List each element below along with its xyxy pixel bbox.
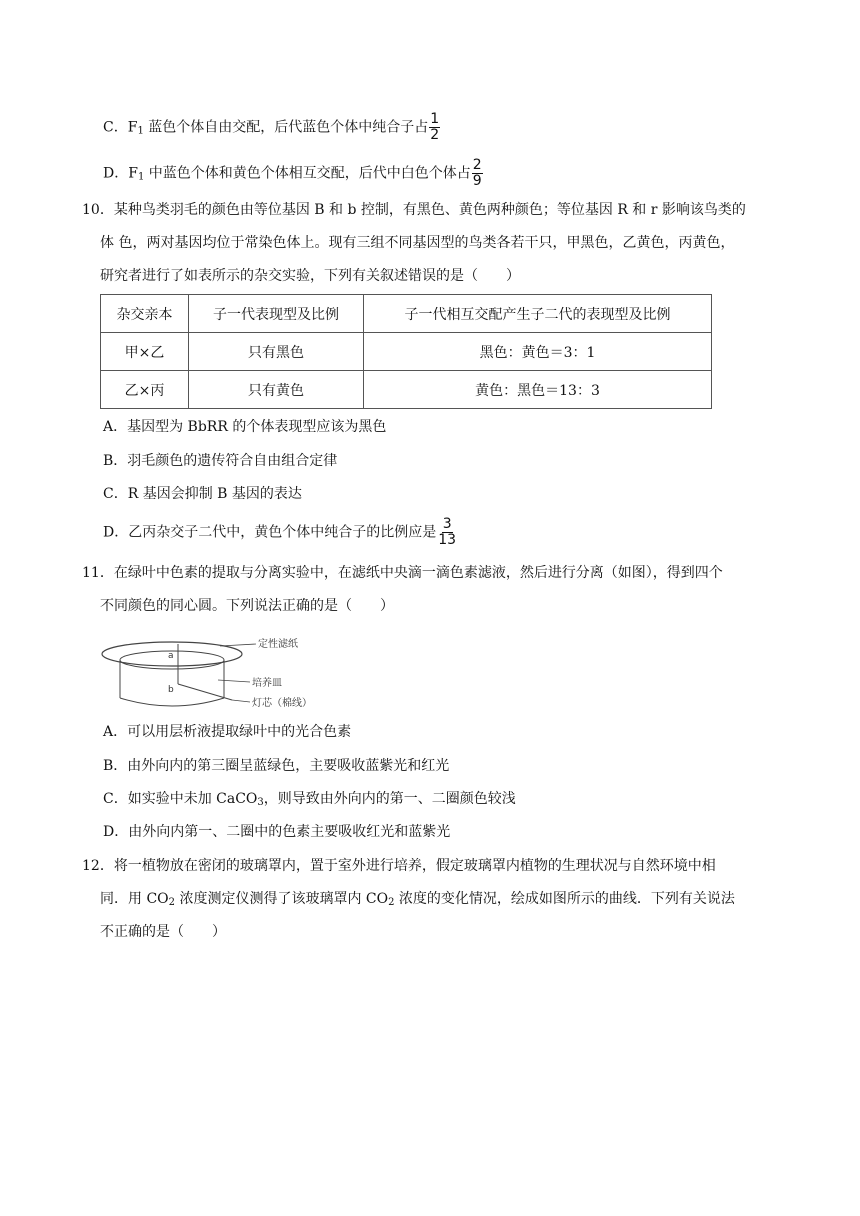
label-petri-dish: 培养皿 xyxy=(252,678,282,689)
table-header-cell: 杂交亲本 xyxy=(101,295,189,333)
option-text: D．乙丙杂交子二代中，黄色个体中纯合子的比例应是 xyxy=(103,524,437,541)
table-header-cell: 子一代相互交配产生子二代的表现型及比例 xyxy=(364,295,712,333)
stem-text: 浓度测定仪测得了该玻璃罩内 CO xyxy=(175,891,389,907)
label-filter-paper: 定性滤纸 xyxy=(258,639,298,650)
table-cell: 只有黄色 xyxy=(189,371,364,409)
label-b: b xyxy=(168,685,174,695)
table-row xyxy=(101,371,712,409)
option-label: C． xyxy=(103,119,128,136)
table-cell: 甲×乙 xyxy=(101,333,189,371)
table-header-row xyxy=(101,295,712,333)
fraction-numerator: 2 xyxy=(472,157,482,173)
q9-option-c xyxy=(103,112,440,143)
option-text: C．如实验中未加 CaCO xyxy=(103,791,258,807)
option-text: ，则导致由外向内的第一、二圈颜色较浅 xyxy=(263,791,516,807)
stem-text: 浓度的变化情况，绘成如图所示的曲线．下列有关说法 xyxy=(394,891,735,907)
option-text: 中蓝色个体和黄色个体相互交配，后代中白色个体占 xyxy=(144,165,471,182)
option-text: 蓝色个体自由交配，后代蓝色个体中纯合子占 xyxy=(143,119,429,136)
stem-text: 同．用 CO xyxy=(100,891,169,907)
fraction xyxy=(472,158,483,189)
option-text: F xyxy=(128,165,138,182)
q10-option-a: A．基因型为 BbRR 的个体表现型应该为黑色 xyxy=(103,419,387,435)
q12-stem-line-1: 12．将一植物放在密闭的玻璃罩内，置于室外进行培养，假定玻璃罩内植物的生理状况与自然环境中相 xyxy=(82,858,716,874)
cross-experiment-table xyxy=(100,294,712,409)
q10-stem-line-3: 研究者进行了如表所示的杂交实验，下列有关叙述错误的是（ ） xyxy=(100,268,520,284)
subscript: 2 xyxy=(168,897,176,908)
fraction-denominator: 9 xyxy=(472,173,482,189)
fraction xyxy=(437,517,457,548)
q12-stem-line-3: 不正确的是（ ） xyxy=(100,924,226,940)
fraction-denominator: 13 xyxy=(438,532,457,548)
subscript: 2 xyxy=(388,897,395,908)
label-wick: 灯芯（棉线） xyxy=(252,698,312,709)
q11-option-b: B．由外向内的第三圈呈蓝绿色，主要吸收蓝紫光和红光 xyxy=(103,758,450,774)
table-cell: 黄色：黑色＝13：3 xyxy=(364,371,712,409)
subscript: 3 xyxy=(257,797,264,808)
q9-option-d xyxy=(103,158,483,189)
q12-stem-line-2 xyxy=(100,889,735,909)
table-row xyxy=(101,333,712,371)
q10-stem-line-1: 10．某种鸟类羽毛的颜色由等位基因 B 和 b 控制，有黑色、黄色两种颜色；等位基因 R 和 r 影响该鸟类的 xyxy=(82,202,746,218)
table-cell: 乙×丙 xyxy=(101,371,189,409)
table-cell: 只有黑色 xyxy=(189,333,364,371)
fraction xyxy=(429,112,440,143)
subscript: 1 xyxy=(137,125,144,137)
fraction-numerator: 1 xyxy=(430,111,440,127)
fraction-denominator: 2 xyxy=(430,127,440,143)
q10-stem-line-2: 体 色，两对基因均位于常染色体上。现有三组不同基因型的鸟类各若干只，甲黑色，乙黄色，丙黄色， xyxy=(100,235,735,251)
q11-stem-line-2: 不同颜色的同心圆。下列说法正确的是（ ） xyxy=(100,598,394,614)
chromatography-figure xyxy=(100,634,340,718)
chromatography-apparatus-diagram xyxy=(100,634,340,718)
table-cell: 黑色：黄色＝3：1 xyxy=(364,333,712,371)
q10-option-d xyxy=(103,517,457,548)
q11-stem-line-1: 11．在绿叶中色素的提取与分离实验中，在滤纸中央滴一滴色素滤液，然后进行分离（如图），得到四个 xyxy=(82,565,723,581)
q10-option-b: B．羽毛颜色的遗传符合自由组合定律 xyxy=(103,453,338,469)
option-text: F xyxy=(127,119,138,136)
label-a: a xyxy=(168,651,174,661)
q11-option-d: D．由外向内第一、二圈中的色素主要吸收红光和蓝紫光 xyxy=(103,824,451,840)
q10-option-c: C．R 基因会抑制 B 基因的表达 xyxy=(103,486,302,502)
fraction-numerator: 3 xyxy=(442,516,452,532)
q11-option-c xyxy=(103,789,516,809)
q11-option-a: A．可以用层析液提取绿叶中的光合色素 xyxy=(103,724,352,740)
subscript: 1 xyxy=(137,171,145,183)
table-header-cell: 子一代表现型及比例 xyxy=(189,295,364,333)
option-label: D． xyxy=(103,165,129,182)
